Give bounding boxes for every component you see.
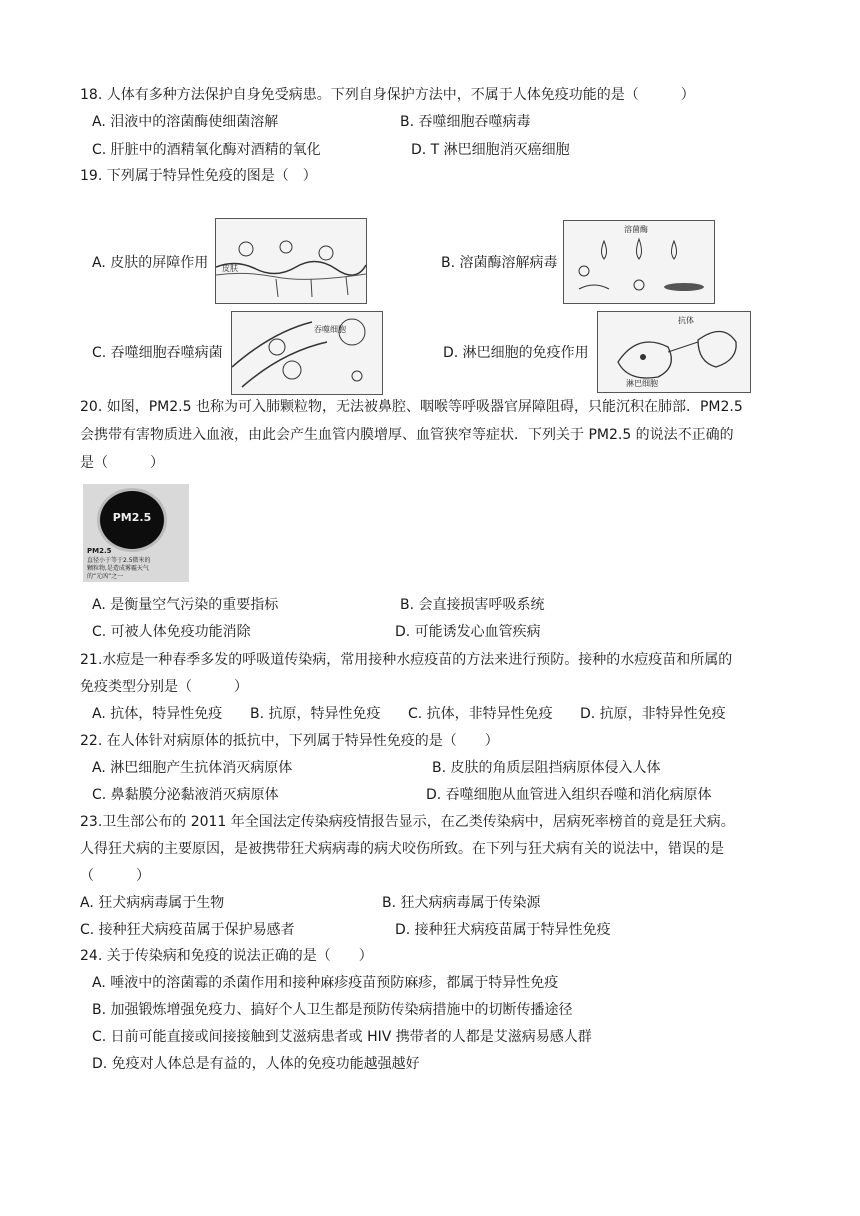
q23-stem-line2: 人得狂犬病的主要原因，是被携带狂犬病病毒的病犬咬伤所致。在下列与狂犬病有关的说法中，错误的是 — [80, 841, 724, 857]
q21-option-b: B. 抗原，特异性免疫 — [250, 706, 381, 722]
q23-option-c: C. 接种狂犬病疫苗属于保护易感者 — [80, 922, 295, 938]
q24-option-d: D. 免疫对人体总是有益的，人体的免疫功能越强越好 — [92, 1056, 420, 1072]
q18-option-d: D. T 淋巴细胞消灭癌细胞 — [411, 142, 570, 158]
phagocyte-figure — [231, 311, 383, 395]
q23-option-a: A. 狂犬病病毒属于生物 — [80, 895, 225, 911]
pm25-title: PM2.5 — [112, 511, 152, 524]
q20-option-c: C. 可被人体免疫功能消除 — [92, 624, 251, 640]
pm25-caption-3: 颗粒物,是造成雾霾天气 — [87, 565, 149, 572]
q19-option-d: D. 淋巴细胞的免疫作用 — [443, 345, 589, 361]
pm25-caption-4: 的“元凶”之一 — [87, 573, 124, 580]
lysozyme-figure — [563, 220, 715, 304]
q24-stem: 24. 关于传染病和免疫的说法正确的是（ ） — [80, 948, 373, 964]
q22-option-a: A. 淋巴细胞产生抗体消灭病原体 — [92, 760, 293, 776]
q24-option-a: A. 唾液中的溶菌霉的杀菌作用和接种麻疹疫苗预防麻疹，都属于特异性免疫 — [92, 975, 559, 991]
q23-option-d: D. 接种狂犬病疫苗属于特异性免疫 — [395, 922, 611, 938]
q18-option-c: C. 肝脏中的酒精氧化酶对酒精的氧化 — [92, 142, 321, 158]
q23-option-b: B. 狂犬病病毒属于传染源 — [382, 895, 541, 911]
q22-option-c: C. 鼻黏膜分泌黏液消灭病原体 — [92, 787, 279, 803]
q18-option-b: B. 吞噬细胞吞噬病毒 — [400, 114, 531, 130]
skin-barrier-figure — [215, 218, 367, 304]
q21-stem-line1: 21.水痘是一种春季多发的呼吸道传染病，常用接种水痘疫苗的方法来进行预防。接种的水痘疫苗和所属的 — [80, 652, 733, 668]
q19-stem: 19. 下列属于特异性免疫的图是（ ） — [80, 168, 317, 184]
q20-stem-line3: 是（ ） — [80, 455, 164, 471]
q20-stem-line1: 20. 如图，PM2.5 也称为可入肺颗粒物，无法被鼻腔、咽喉等呼吸器官屏障阻碍，只能沉积在肺部．PM2.5 — [80, 399, 743, 415]
q23-stem-line1: 23.卫生部公布的 2011 年全国法定传染病疫情报告显示，在乙类传染病中，居病死率榜首的竟是狂犬病。 — [80, 814, 735, 830]
fig-a-label: 皮肤 — [222, 264, 238, 273]
q22-stem: 22. 在人体针对病原体的抵抗中，下列属于特异性免疫的是（ ） — [80, 733, 499, 749]
fig-c-label: 吞噬细胞 — [314, 325, 346, 334]
q21-stem-line2: 免疫类型分别是（ ） — [80, 679, 248, 695]
q19-option-a: A. 皮肤的屏障作用 — [92, 255, 209, 271]
q19-option-b: B. 溶菌酶溶解病毒 — [441, 255, 558, 271]
q22-option-d: D. 吞噬细胞从血管进入组织吞噬和消化病原体 — [426, 787, 712, 803]
q22-option-b: B. 皮肤的角质层阻挡病原体侵入人体 — [432, 760, 661, 776]
fig-d-label-antibody: 抗体 — [678, 316, 694, 325]
q20-option-d: D. 可能诱发心血管疾病 — [395, 624, 541, 640]
q18-stem: 18. 人体有多种方法保护自身免受病患。下列自身保护方法中，不属于人体免疫功能的是（ ） — [80, 87, 695, 103]
q21-option-a: A. 抗体，特异性免疫 — [92, 706, 223, 722]
lymphocyte-figure — [597, 311, 751, 393]
fig-b-label: 溶菌酶 — [624, 225, 648, 234]
q24-option-b: B. 加强锻炼增强免疫力、搞好个人卫生都是预防传染病措施中的切断传播途径 — [92, 1002, 573, 1018]
fig-d-label-lymphocyte: 淋巴细胞 — [626, 379, 658, 388]
q21-option-c: C. 抗体，非特异性免疫 — [408, 706, 553, 722]
q18-option-a: A. 泪液中的溶菌酶使细菌溶解 — [92, 114, 279, 130]
pm25-black-circle — [97, 488, 167, 552]
q20-stem-line2: 会携带有害物质进入血液，由此会产生血管内膜增厚、血管狭窄等症状．下列关于 PM2.5 的说法不正确的 — [80, 427, 734, 443]
q21-option-d: D. 抗原，非特异性免疫 — [580, 706, 726, 722]
q20-option-a: A. 是衡量空气污染的重要指标 — [92, 597, 279, 613]
q23-stem-line3: （ ） — [80, 868, 150, 884]
pm25-caption-1: PM2.5 — [87, 547, 112, 555]
pm25-image — [83, 484, 189, 582]
q19-option-c: C. 吞噬细胞吞噬病菌 — [92, 345, 223, 361]
q20-option-b: B. 会直接损害呼吸系统 — [400, 597, 545, 613]
pm25-caption-2: 直径小于等于2.5微米的 — [87, 557, 151, 564]
q24-option-c: C. 日前可能直接或间接接触到艾滋病患者或 HIV 携带者的人都是艾滋病易感人群 — [92, 1029, 592, 1045]
